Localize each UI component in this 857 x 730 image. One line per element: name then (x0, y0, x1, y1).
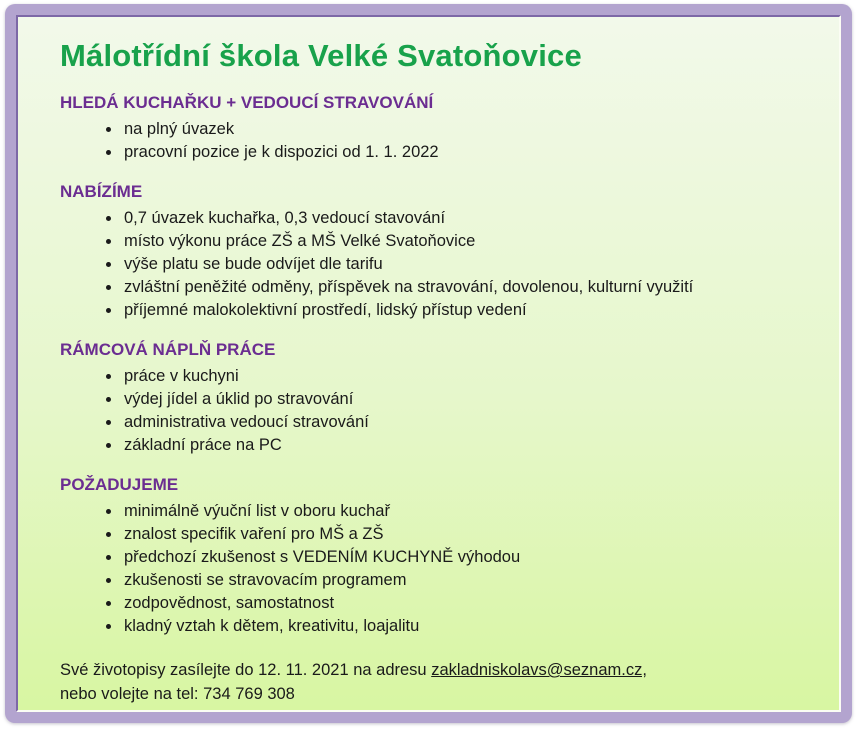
contact-line2-text: nebo volejte na tel: 734 769 308 (60, 685, 295, 703)
list-item: • 0,7 úvazek kuchařka, 0,3 vedoucí stavování (122, 207, 811, 230)
list-item: • práce v kuchyni (122, 365, 811, 388)
section-heading-requirements: POŽADUJEME (60, 475, 179, 494)
flyer-frame (5, 4, 852, 723)
list-item: • místo výkonu práce ZŠ a MŠ Velké Svatoňovice (122, 230, 811, 253)
section-heading-duties: RÁMCOVÁ NÁPLŇ PRÁCE (60, 340, 276, 359)
list-item: • základní práce na PC (122, 434, 811, 457)
list-item: • minimálně výuční list v oboru kuchař (122, 500, 811, 523)
list-item: • administrativa vedoucí stravování (122, 411, 811, 434)
section-offer (60, 182, 811, 322)
requirements-list (60, 500, 811, 638)
list-item: • výše platu se bude odvíjet dle tarifu (122, 253, 811, 276)
list-item: • příjemné malokolektivní prostředí, lidský přístup vedení (122, 299, 811, 322)
list-item: • výdej jídel a úklid po stravování (122, 388, 811, 411)
list-item: • zvláštní peněžité odměny, příspěvek na stravování, dovolenou, kulturní využití (122, 276, 811, 299)
list-item: • zkušenosti se stravovacím programem (122, 569, 811, 592)
section-requirements (60, 475, 811, 638)
list-item: • předchozí zkušenost s VEDENÍM KUCHYNĚ výhodou (122, 546, 811, 569)
list-item: • zodpovědnost, samostatnost (122, 592, 811, 615)
duties-list (60, 365, 811, 457)
list-item: • kladný vztah k dětem, kreativitu, loajalitu (122, 615, 811, 638)
list-item: • na plný úvazek (122, 118, 811, 141)
contact-line1-text: Své životopisy zasílejte do 12. 11. 2021 na adresu (60, 661, 432, 679)
section-position (60, 93, 811, 164)
flyer-panel (16, 15, 841, 712)
section-duties (60, 340, 811, 457)
section-heading-offer: NABÍZÍME (60, 182, 143, 201)
page-title: Málotřídní škola Velké Svatoňovice (60, 38, 582, 73)
email-link[interactable]: zakladniskolavs@seznam.cz, (431, 661, 647, 679)
list-item: • pracovní pozice je k dispozici od 1. 1. 2022 (122, 141, 811, 164)
list-item: • znalost specifik vaření pro MŠ a ZŠ (122, 523, 811, 546)
contact-info (60, 658, 811, 706)
offer-list (60, 207, 811, 322)
section-heading-position: HLEDÁ KUCHAŘKU + VEDOUCÍ STRAVOVÁNÍ (60, 93, 434, 112)
position-list (60, 118, 811, 164)
